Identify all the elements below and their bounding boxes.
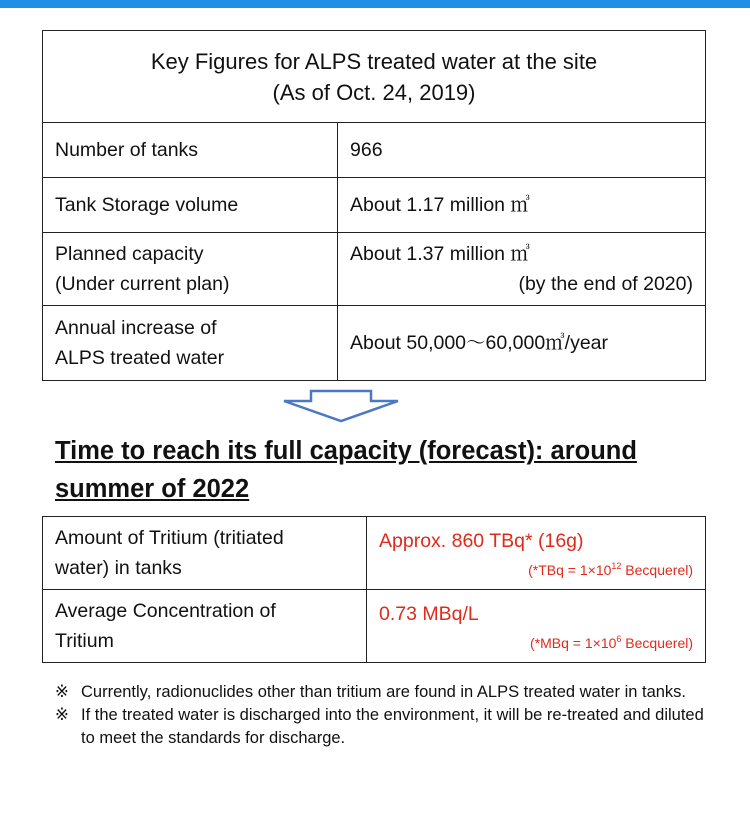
key-figures-title-line1: Key Figures for ALPS treated water at the site <box>150 48 598 74</box>
key-figures-title <box>43 31 706 123</box>
table-row <box>43 517 706 590</box>
footnote-item <box>55 704 705 750</box>
tritium-concentration-value: 0.73 MBq/L <box>379 603 479 625</box>
forecast-line1: Time to reach its full capacity (forecast): around <box>55 437 637 465</box>
row-value <box>367 590 706 663</box>
row-label <box>43 517 367 590</box>
footnote-text: If the treated water is discharged into the environment, it will be re-treated and diluted to meet the standards for discharge. <box>81 706 704 747</box>
row-label <box>43 233 338 306</box>
footnotes <box>55 681 705 750</box>
row-value-line1: About 1.37 million ㎥ <box>350 243 530 265</box>
note-prefix: (*MBq = 1×10 <box>530 635 617 651</box>
row-label <box>43 590 367 663</box>
table-row <box>43 590 706 663</box>
table-row <box>43 306 706 381</box>
row-value: 966 <box>338 123 706 178</box>
row-label-line2: (Under current plan) <box>55 273 230 295</box>
note-prefix: (*TBq = 1×10 <box>528 562 612 578</box>
row-label: Number of tanks <box>43 123 338 178</box>
note-exponent: 12 <box>611 561 622 571</box>
table-row <box>43 178 706 233</box>
row-label <box>43 306 338 381</box>
key-figures-title-line2: (As of Oct. 24, 2019) <box>272 79 476 105</box>
row-label-line1: Planned capacity <box>55 243 204 265</box>
row-value: About 1.17 million ㎥ <box>338 178 706 233</box>
forecast-heading <box>55 432 715 508</box>
tritium-amount-note <box>379 556 693 580</box>
footnote-text: Currently, radionuclides other than tritium are found in ALPS treated water in tanks. <box>81 683 687 701</box>
row-value <box>338 233 706 306</box>
tritium-amount-value: Approx. 860 TBq* (16g) <box>379 530 584 552</box>
row-label-line1: Amount of Tritium (tritiated <box>55 527 284 549</box>
note-exponent: 6 <box>616 634 622 644</box>
tritium-concentration-note <box>379 629 693 653</box>
row-label-line2: Tritium <box>55 630 114 652</box>
row-value-line2: (by the end of 2020) <box>518 273 693 295</box>
row-value <box>367 517 706 590</box>
table-row <box>43 123 706 178</box>
row-label-line2: ALPS treated water <box>55 347 225 369</box>
top-accent-bar <box>0 0 750 8</box>
row-label-line1: Average Concentration of <box>55 600 276 622</box>
row-label: Tank Storage volume <box>43 178 338 233</box>
row-label-line2: water) in tanks <box>55 557 182 579</box>
footnote-item <box>55 681 705 704</box>
down-arrow-icon <box>278 389 404 423</box>
reference-mark-icon: ※ <box>55 706 69 724</box>
reference-mark-icon: ※ <box>55 683 69 701</box>
tritium-table <box>42 516 706 663</box>
key-figures-table <box>42 30 706 381</box>
row-value: About 50,000～60,000㎥/year <box>338 306 706 381</box>
note-suffix: Becquerel) <box>621 562 693 578</box>
row-label-line1: Annual increase of <box>55 317 217 339</box>
table-row <box>43 233 706 306</box>
forecast-line2: summer of 2022 <box>55 475 250 503</box>
note-suffix: Becquerel) <box>621 635 693 651</box>
